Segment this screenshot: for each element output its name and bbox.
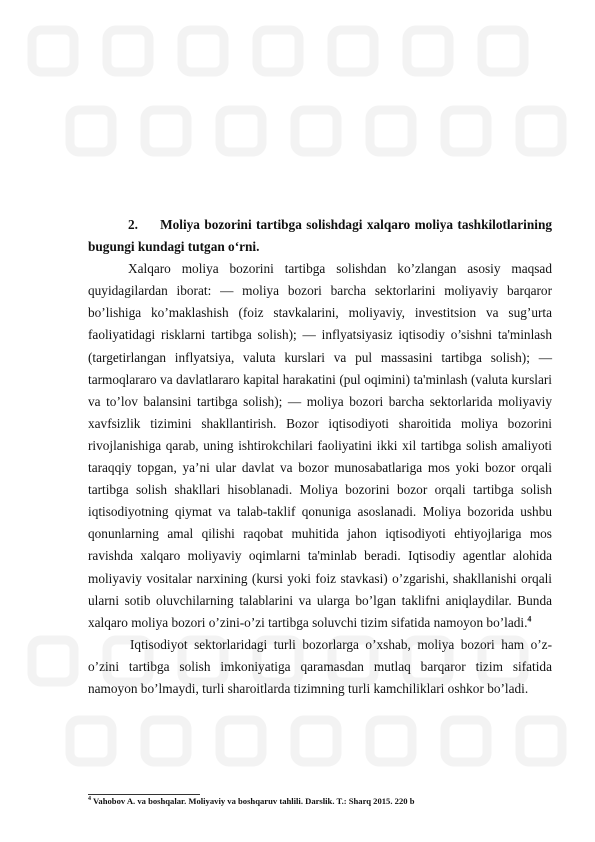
footnote-reference[interactable]: 4: [527, 614, 532, 624]
paragraph-1-text: Xalqaro moliya bozorini tartibga solishdan ko’zlangan asosiy maqsad quyidagilardan iborat: — moliya bozori barcha sektorlarini moliyaviy barqaror bo’lishiga ko’maklashish (foiz stavkalarini, moliyaviy, investitsion va sug’urta faoliyatidagi risklarni tartibga solish); — inflyatsiyasiz iqtisodiy o’sishni ta'minlash (targetirlangan inflyatsiya, valuta kurslari va pul massasini tartibga solish); — tarmoqlararo va davlatlararo kapital harakatini (pul oqimini) ta'minlash (valuta kurslari va to’lov balansini tartibga solish); — moliya bozori barcha sektorlarida moliyaviy xavfsizlik tizimini shakllantirish. Bozor iqtisodiyoti sharoitida moliya bozorini rivojlanishiga qarab, uning ishtirokchilari faoliyatini ikki xil tartibga solish amaliyoti taraqqiy topgan, ya’ni ular davlat va bozor munosabatlariga mos yoki bozor orqali tartibga solish shakllari hisoblanadi. Moliya bozorini bozor orqali tartibga solish iqtisodiyotning qiymat va talab-taklif qonuniga asoslanadi. Moliya bozorida ushbu qonunlarning amal qilishi raqobat muhitida jahon iqtisodiyoti ehtiyojlariga mos ravishda xalqaro moliyaviy oqimlarni ta'minlab beradi. Iqtisodiy agentlar alohida moliyaviy vositalar narxining (kursi yoki foiz stavkasi) o’zgarishi, shakllanishi orqali ularni sotib oluvchilarning talablarini va ularga bo’lgan taklifni aniqlaydilar. Bunda xalqaro moliya bozori o’zini-o’zi tartibga soluvchi tizim sifatida namoyon bo’ladi.: [88, 261, 552, 630]
paragraph-1: [88, 258, 552, 634]
section-number: 2.: [128, 217, 138, 232]
paragraph-2: [88, 634, 552, 700]
paragraph-2-text: Iqtisodiyot sektorlaridagi turli bozorlarga o’xshab, moliya bozori ham o’z-o’zini tartibga solish imkoniyatiga qaramasdan mutlaq barqaror tizim sifatida namoyon bo’lmaydi, turli sharoitlarda tizimning turli kamchiliklari oshkor bo’ladi.: [88, 636, 552, 696]
section-heading: [88, 214, 552, 258]
footnote: [88, 795, 552, 807]
section-title: Moliya bozorini tartibga solishdagi xalqaro moliya tashkilotlarining bugungi kundagi tutgan o‘rni.: [88, 217, 553, 255]
footnote-text: Vahobov A. va boshqalar. Moliyaviy va boshqaruv tahlili. Darslik. T.: Sharq 2015. 220 b: [93, 796, 415, 806]
document-body: [88, 214, 552, 700]
footnote-number: 4: [88, 796, 91, 803]
